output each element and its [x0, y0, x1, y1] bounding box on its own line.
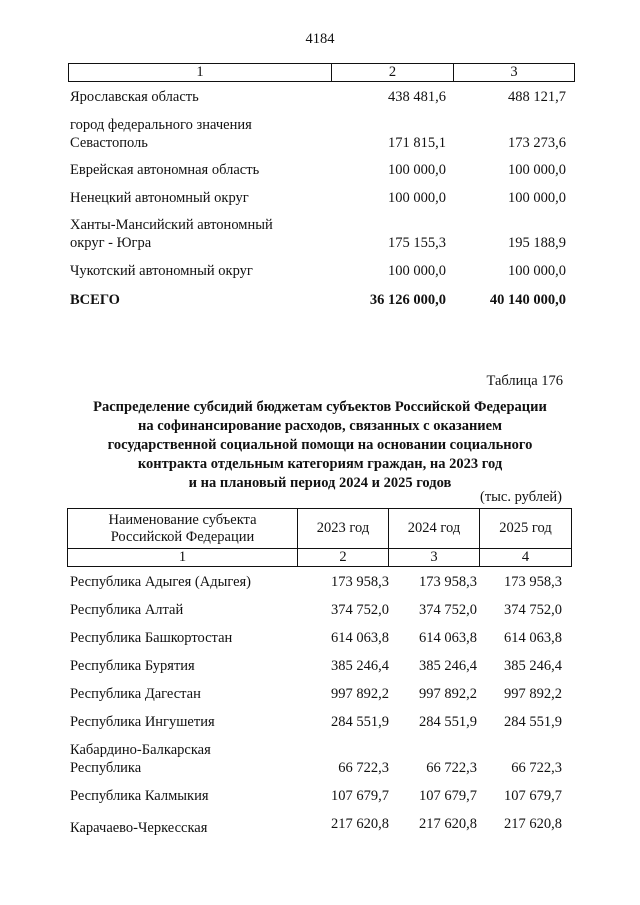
table-number-label: Таблица 176 [486, 373, 563, 389]
region-name: Республика Ингушетия [70, 714, 215, 730]
value-2023: 173 958,3 [331, 574, 389, 590]
value-2024: 107 679,7 [419, 788, 477, 804]
value-2025: 66 722,3 [511, 760, 562, 776]
title-line: на софинансирование расходов, связанных с оказанием [138, 418, 502, 434]
title-line: контракта отдельным категориям граждан, на 2023 год [137, 456, 503, 472]
value-2025: 173 958,3 [504, 574, 562, 590]
value-2025: 614 063,8 [504, 630, 562, 646]
column-header-2023: 2023 год [298, 509, 389, 549]
page-number: 4184 [305, 31, 335, 47]
region-name-line2: округ - Югра [70, 235, 152, 251]
value-2023: 997 892,2 [331, 686, 389, 702]
value-2024: 374 752,0 [419, 602, 477, 618]
value-col2: 100 000,0 [388, 190, 446, 206]
value-col2: 438 481,6 [388, 89, 446, 105]
value-2024: 173 958,3 [419, 574, 477, 590]
value-col2: 100 000,0 [388, 263, 446, 279]
value-col3: 173 273,6 [508, 135, 566, 151]
title-line: государственной социальной помощи на основании социального [107, 437, 533, 453]
value-2024: 997 892,2 [419, 686, 477, 702]
region-name: Республика Алтай [70, 602, 184, 618]
value-2023: 385 246,4 [331, 658, 389, 674]
column-header-line: Наименование субъекта [108, 511, 257, 528]
region-name: Карачаево-Черкесская [70, 820, 208, 836]
value-2023: 374 752,0 [331, 602, 389, 618]
region-name-line2: Севастополь [70, 135, 148, 151]
value-2025: 284 551,9 [504, 714, 562, 730]
region-name: Ярославская область [70, 89, 199, 105]
table1-colnum-1: 1 [69, 64, 332, 82]
region-name: Ненецкий автономный округ [70, 190, 249, 206]
colnum-4: 4 [480, 549, 572, 567]
region-name: Ханты-Мансийский автономный [70, 217, 273, 233]
column-header-2024: 2024 год [389, 509, 480, 549]
value-2025: 107 679,7 [504, 788, 562, 804]
colnum-3: 3 [389, 549, 480, 567]
value-2023: 284 551,9 [331, 714, 389, 730]
region-name: Чукотский автономный округ [70, 263, 253, 279]
value-col3: 100 000,0 [508, 190, 566, 206]
region-name: Республика Бурятия [70, 658, 195, 674]
value-col3: 100 000,0 [508, 162, 566, 178]
value-2023: 66 722,3 [338, 760, 389, 776]
value-col3: 100 000,0 [508, 263, 566, 279]
value-2025: 385 246,4 [504, 658, 562, 674]
value-2024: 614 063,8 [419, 630, 477, 646]
total-col3: 40 140 000,0 [489, 292, 566, 308]
table1-colnum-3: 3 [454, 64, 575, 82]
region-name: Республика Калмыкия [70, 788, 209, 804]
value-2024: 217 620,8 [419, 816, 477, 832]
column-header-line: Российской Федерации [110, 528, 255, 545]
total-label: ВСЕГО [70, 292, 120, 308]
region-name: Республика Дагестан [70, 686, 201, 702]
table1-header [68, 63, 575, 82]
column-header-name [68, 509, 298, 549]
table-title [50, 398, 590, 493]
value-2023: 217 620,8 [331, 816, 389, 832]
region-name: Еврейская автономная область [70, 162, 260, 178]
value-2024: 385 246,4 [419, 658, 477, 674]
value-2025: 217 620,8 [504, 816, 562, 832]
title-line: и на плановый период 2024 и 2025 годов [188, 475, 452, 491]
colnum-1: 1 [68, 549, 298, 567]
table2-header [67, 508, 572, 567]
colnum-2: 2 [298, 549, 389, 567]
table1-colnum-2: 2 [332, 64, 454, 82]
value-col3: 195 188,9 [508, 235, 566, 251]
value-col2: 175 155,3 [388, 235, 446, 251]
value-2023: 107 679,7 [331, 788, 389, 804]
value-col3: 488 121,7 [508, 89, 566, 105]
value-2025: 997 892,2 [504, 686, 562, 702]
value-2024: 66 722,3 [426, 760, 477, 776]
value-col2: 171 815,1 [388, 135, 446, 151]
units-label: (тыс. рублей) [480, 489, 562, 505]
region-name-line2: Республика [70, 760, 142, 776]
value-col2: 100 000,0 [388, 162, 446, 178]
value-2025: 374 752,0 [504, 602, 562, 618]
total-col2: 36 126 000,0 [369, 292, 446, 308]
title-line: Распределение субсидий бюджетам субъектов Российской Федерации [93, 399, 547, 415]
region-name: Кабардино-Балкарская [70, 742, 211, 758]
region-name: Республика Адыгея (Адыгея) [70, 574, 252, 590]
value-2023: 614 063,8 [331, 630, 389, 646]
region-name: Республика Башкортостан [70, 630, 233, 646]
region-name: город федерального значения [70, 117, 252, 133]
value-2024: 284 551,9 [419, 714, 477, 730]
column-header-2025: 2025 год [480, 509, 572, 549]
